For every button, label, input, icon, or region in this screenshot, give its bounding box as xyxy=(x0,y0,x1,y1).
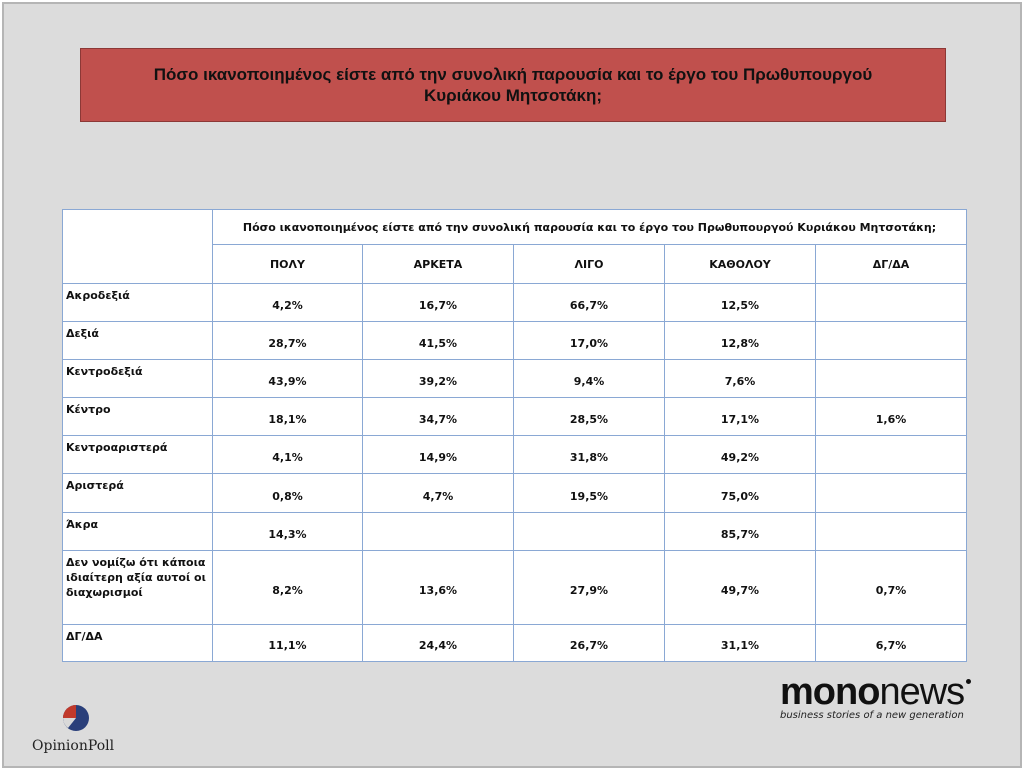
value-cell: 0,7% xyxy=(816,550,967,624)
table-row xyxy=(63,436,967,474)
value-cell: 14,9% xyxy=(363,436,514,474)
mononews-wordmark xyxy=(780,672,969,712)
value-cell: 1,6% xyxy=(816,398,967,436)
value-cell: 31,8% xyxy=(514,436,665,474)
value-cell: 8,2% xyxy=(213,550,363,624)
value-cell: 12,8% xyxy=(665,322,816,360)
value-cell xyxy=(514,512,665,550)
mononews-dot-icon xyxy=(966,679,971,684)
value-cell: 18,1% xyxy=(213,398,363,436)
mononews-tagline: business stories of a new generation xyxy=(780,710,964,721)
column-header: ΛΙΓΟ xyxy=(514,245,665,284)
opinion-poll-wordmark: OpinionPoll xyxy=(32,738,115,754)
value-cell: 39,2% xyxy=(363,360,514,398)
row-label: Αριστερά xyxy=(63,474,213,512)
slide-title-text: Πόσο ικανοποιημένος είστε από την συνολική παρουσία και το έργο του Πρωθυπουργού Κυριάκου Μητσοτάκη; xyxy=(153,65,873,105)
value-cell xyxy=(816,284,967,322)
column-header: ΑΡΚΕΤΑ xyxy=(363,245,514,284)
value-cell: 4,7% xyxy=(363,474,514,512)
value-cell: 11,1% xyxy=(213,624,363,661)
value-cell: 31,1% xyxy=(665,624,816,661)
table-row xyxy=(63,550,967,624)
row-label: Δεν νομίζω ότι κάποια ιδιαίτερη αξία αυτοί οι διαχωρισμοί xyxy=(63,550,213,624)
slide-title xyxy=(80,48,946,122)
table-row xyxy=(63,624,967,661)
row-label: Δεξιά xyxy=(63,322,213,360)
slide-frame xyxy=(2,2,1022,768)
row-label: ΔΓ/ΔΑ xyxy=(63,624,213,661)
value-cell: 27,9% xyxy=(514,550,665,624)
row-label: Κέντρο xyxy=(63,398,213,436)
mononews-logo xyxy=(780,672,969,721)
question-header: Πόσο ικανοποιημένος είστε από την συνολική παρουσία και το έργο του Πρωθυπουργού Κυριάκου Μητσοτάκη; xyxy=(213,210,967,245)
value-cell: 19,5% xyxy=(514,474,665,512)
value-cell: 66,7% xyxy=(514,284,665,322)
value-cell: 12,5% xyxy=(665,284,816,322)
mononews-light-part: news xyxy=(879,671,965,713)
value-cell: 34,7% xyxy=(363,398,514,436)
value-cell: 0,8% xyxy=(213,474,363,512)
table-row xyxy=(63,512,967,550)
value-cell xyxy=(363,512,514,550)
value-cell: 75,0% xyxy=(665,474,816,512)
value-cell: 26,7% xyxy=(514,624,665,661)
value-cell: 28,5% xyxy=(514,398,665,436)
value-cell: 49,7% xyxy=(665,550,816,624)
value-cell: 14,3% xyxy=(213,512,363,550)
value-cell xyxy=(816,512,967,550)
table-row xyxy=(63,284,967,322)
table-body xyxy=(63,284,967,662)
table-row xyxy=(63,398,967,436)
value-cell xyxy=(816,322,967,360)
value-cell: 9,4% xyxy=(514,360,665,398)
column-header: ΚΑΘΟΛΟΥ xyxy=(665,245,816,284)
value-cell: 17,0% xyxy=(514,322,665,360)
value-cell: 4,2% xyxy=(213,284,363,322)
value-cell xyxy=(816,436,967,474)
table-row xyxy=(63,360,967,398)
value-cell: 28,7% xyxy=(213,322,363,360)
results-table xyxy=(62,209,967,662)
table-row xyxy=(63,322,967,360)
row-label: Κεντροδεξιά xyxy=(63,360,213,398)
value-cell: 43,9% xyxy=(213,360,363,398)
value-cell: 16,7% xyxy=(363,284,514,322)
column-header: ΠΟΛΥ xyxy=(213,245,363,284)
value-cell: 41,5% xyxy=(363,322,514,360)
value-cell xyxy=(816,474,967,512)
row-label: Κεντροαριστερά xyxy=(63,436,213,474)
value-cell: 24,4% xyxy=(363,624,514,661)
value-cell: 6,7% xyxy=(816,624,967,661)
mononews-bold-part: mono xyxy=(780,671,880,713)
column-header: ΔΓ/ΔΑ xyxy=(816,245,967,284)
value-cell: 4,1% xyxy=(213,436,363,474)
row-label: Ακροδεξιά xyxy=(63,284,213,322)
value-cell: 7,6% xyxy=(665,360,816,398)
corner-cell xyxy=(63,210,213,284)
value-cell: 13,6% xyxy=(363,550,514,624)
row-label: Άκρα xyxy=(63,512,213,550)
value-cell: 17,1% xyxy=(665,398,816,436)
value-cell xyxy=(816,360,967,398)
value-cell: 85,7% xyxy=(665,512,816,550)
table-row xyxy=(63,474,967,512)
opinion-poll-circle-icon xyxy=(62,704,90,732)
value-cell: 49,2% xyxy=(665,436,816,474)
